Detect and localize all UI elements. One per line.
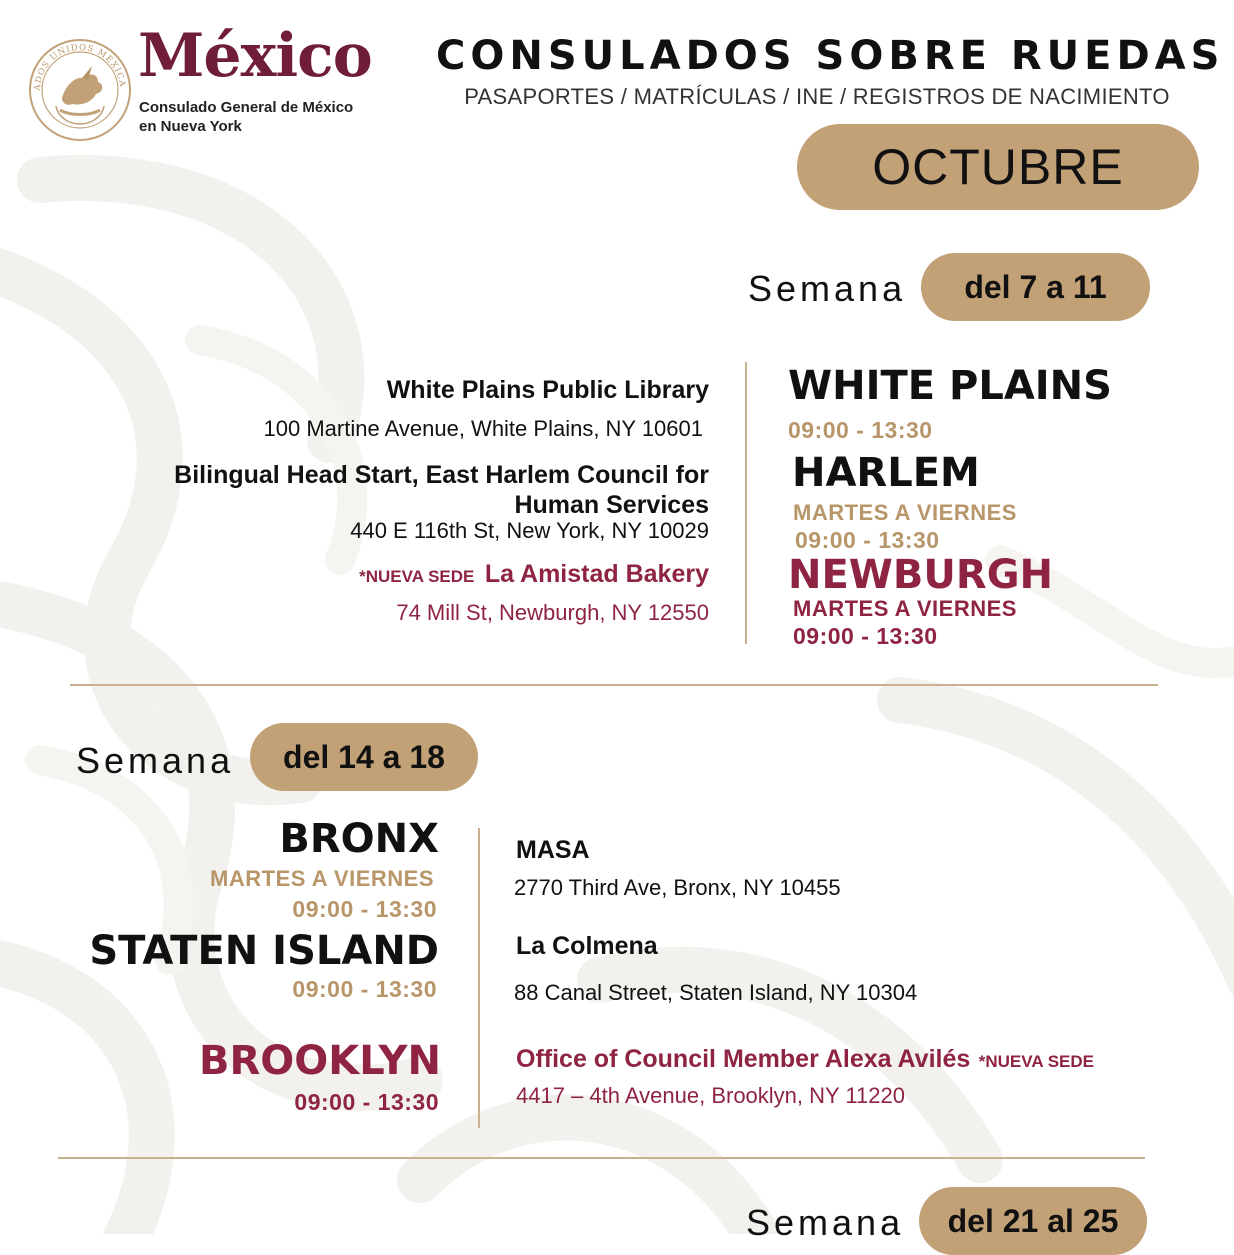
hours-newburgh: 09:00 - 13:30	[793, 623, 938, 649]
days-newburgh: MARTES A VIERNES	[793, 596, 1017, 621]
week1-divider	[745, 362, 747, 644]
week2-divider	[478, 828, 480, 1128]
city-newburgh: NEWBURGH	[788, 552, 1053, 598]
days-harlem: MARTES A VIERNES	[793, 500, 1017, 525]
svg-text:ESTADOS UNIDOS MEXICANOS: ADOS UNIDOS MEXICA	[32, 42, 128, 91]
venue-white-plains-library: White Plains Public Library	[386, 376, 709, 404]
month-badge: OCTUBRE	[797, 124, 1199, 210]
new-venue-tag: *NUEVA SEDE	[359, 567, 475, 586]
mexico-logo-word: México	[138, 21, 372, 91]
page-title: CONSULADOS SOBRE RUEDAS	[436, 33, 1225, 79]
address-newburgh: 74 Mill St, Newburgh, NY 12550	[396, 600, 709, 625]
page-subtitle: PASAPORTES / MATRÍCULAS / INE / REGISTROS DE NACIMIENTO	[464, 84, 1170, 109]
address-council-office: 4417 – 4th Avenue, Brooklyn, NY 11220	[516, 1083, 905, 1108]
address-masa: 2770 Third Ave, Bronx, NY 10455	[514, 875, 841, 900]
coat-of-arms-seal	[26, 36, 134, 144]
city-harlem: HARLEM	[792, 450, 980, 496]
week3-label: Semana	[746, 1202, 905, 1243]
address-la-colmena: 88 Canal Street, Staten Island, NY 10304	[514, 980, 918, 1005]
city-white-plains: WHITE PLAINS	[788, 363, 1112, 409]
city-staten-island: STATEN ISLAND	[89, 928, 439, 974]
city-brooklyn: BROOKLYN	[199, 1038, 441, 1084]
section-divider-2	[58, 1157, 1145, 1159]
section-divider-1	[70, 684, 1158, 686]
week1-range-badge: del 7 a 11	[921, 253, 1150, 321]
new-venue-tag: *NUEVA SEDE	[978, 1052, 1094, 1071]
week2-label: Semana	[76, 740, 235, 781]
consulate-name-line2: en Nueva York	[139, 118, 242, 135]
venue-council-office-row	[516, 1045, 1094, 1074]
address-white-plains: 100 Martine Avenue, White Plains, NY 10601	[263, 416, 703, 441]
consulate-name-line1: Consulado General de México	[139, 99, 354, 116]
hours-brooklyn: 09:00 - 13:30	[294, 1089, 439, 1115]
venue-east-harlem-line2: Human Services	[514, 491, 709, 519]
venue-la-colmena: La Colmena	[516, 932, 658, 960]
consulate-name	[139, 98, 353, 136]
venue-newburgh-row	[359, 560, 709, 589]
week2-range-badge: del 14 a 18	[250, 723, 478, 791]
week3-range-badge: del 21 al 25	[919, 1187, 1147, 1255]
hours-bronx: 09:00 - 13:30	[292, 896, 437, 922]
hours-white-plains: 09:00 - 13:30	[788, 417, 933, 443]
hours-staten-island: 09:00 - 13:30	[292, 976, 437, 1002]
hours-harlem: 09:00 - 13:30	[795, 527, 940, 553]
days-bronx: MARTES A VIERNES	[210, 866, 434, 891]
venue-east-harlem-line1: Bilingual Head Start, East Harlem Council for	[174, 461, 709, 489]
venue-council-office: Office of Council Member Alexa Avilés	[516, 1045, 971, 1073]
city-bronx: BRONX	[279, 816, 439, 862]
venue-masa: MASA	[516, 836, 590, 864]
address-harlem: 440 E 116th St, New York, NY 10029	[350, 518, 709, 543]
week1-label: Semana	[748, 268, 907, 309]
venue-la-amistad-bakery: La Amistad Bakery	[484, 560, 709, 588]
